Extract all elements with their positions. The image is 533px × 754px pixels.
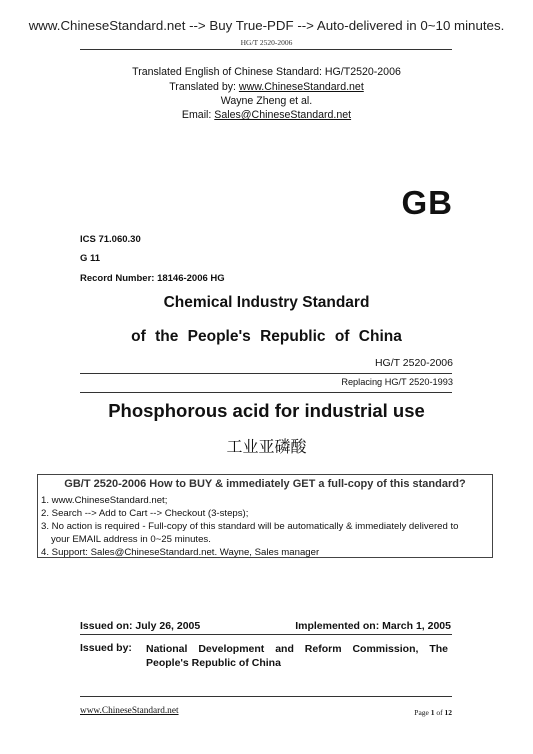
issued-by-label: Issued by: bbox=[80, 642, 132, 654]
buy-steps-list bbox=[41, 494, 459, 559]
header-divider bbox=[80, 49, 452, 50]
page-label: Page bbox=[414, 708, 431, 717]
ics-code: ICS 71.060.30 bbox=[80, 234, 141, 245]
gb-mark: GB bbox=[401, 184, 453, 221]
replacing-divider bbox=[80, 392, 452, 393]
document-title-en: Phosphorous acid for industrial use bbox=[108, 400, 425, 421]
standard-code: HG/T 2520-2006 bbox=[374, 357, 453, 369]
code-divider bbox=[80, 373, 452, 374]
header-doc-code: HG/T 2520-2006 bbox=[240, 38, 293, 47]
dates-divider bbox=[80, 634, 452, 635]
g-code: G 11 bbox=[80, 253, 101, 264]
buy-step: 4. Support: Sales@ChineseStandard.net. Wayne, Sales manager bbox=[41, 547, 320, 558]
translated-by-line bbox=[0, 81, 533, 93]
page-current: 1 bbox=[430, 708, 435, 717]
top-banner: www.ChineseStandard.net --> Buy True-PDF --> Auto-delivered in 0~10 minutes. bbox=[28, 18, 505, 33]
buy-heading: GB/T 2520-2006 How to BUY & immediately GET a full-copy of this standard? bbox=[64, 478, 466, 490]
translated-by-label: Translated by: bbox=[169, 81, 239, 93]
issued-by-line1: National Development and Reform Commission, The bbox=[146, 643, 448, 655]
document-title-cn: 工业亚磷酸 bbox=[226, 437, 307, 456]
translation-line: Translated English of Chinese Standard: HG/T2520-2006 bbox=[132, 66, 401, 78]
email-line bbox=[0, 109, 533, 121]
replacing-code: Replacing HG/T 2520-1993 bbox=[341, 377, 453, 387]
issued-on-date: Issued on: July 26, 2005 bbox=[80, 620, 201, 632]
translator-name: Wayne Zheng et al. bbox=[220, 95, 313, 107]
footer-site-link[interactable]: www.ChineseStandard.net bbox=[80, 706, 179, 716]
buy-step: 3. No action is required - Full-copy of this standard will be automatically & immediately delivered to bbox=[41, 521, 459, 532]
issued-by-line2: People's Republic of China bbox=[146, 657, 281, 669]
translator-site-link[interactable]: www.ChineseStandard.net bbox=[238, 81, 364, 93]
email-label: Email: bbox=[181, 109, 215, 121]
standard-title-line1: Chemical Industry Standard bbox=[163, 294, 370, 311]
standard-title-line2: of the People's Republic of China bbox=[131, 328, 402, 345]
buy-step: 1. www.ChineseStandard.net; bbox=[41, 495, 168, 506]
buy-step: your EMAIL address in 0~25 minutes. bbox=[51, 534, 211, 545]
page-number bbox=[414, 708, 452, 717]
buy-step: 2. Search --> Add to Cart --> Checkout (3-steps); bbox=[41, 508, 249, 519]
footer-divider bbox=[80, 696, 452, 697]
buy-instructions-box bbox=[37, 474, 493, 558]
page-total: 12 bbox=[444, 708, 452, 717]
page-of-label: of bbox=[434, 708, 445, 717]
implemented-on-date: Implemented on: March 1, 2005 bbox=[295, 620, 451, 632]
email-link[interactable]: Sales@ChineseStandard.net bbox=[214, 109, 352, 121]
record-number: Record Number: 18146-2006 HG bbox=[80, 273, 225, 284]
